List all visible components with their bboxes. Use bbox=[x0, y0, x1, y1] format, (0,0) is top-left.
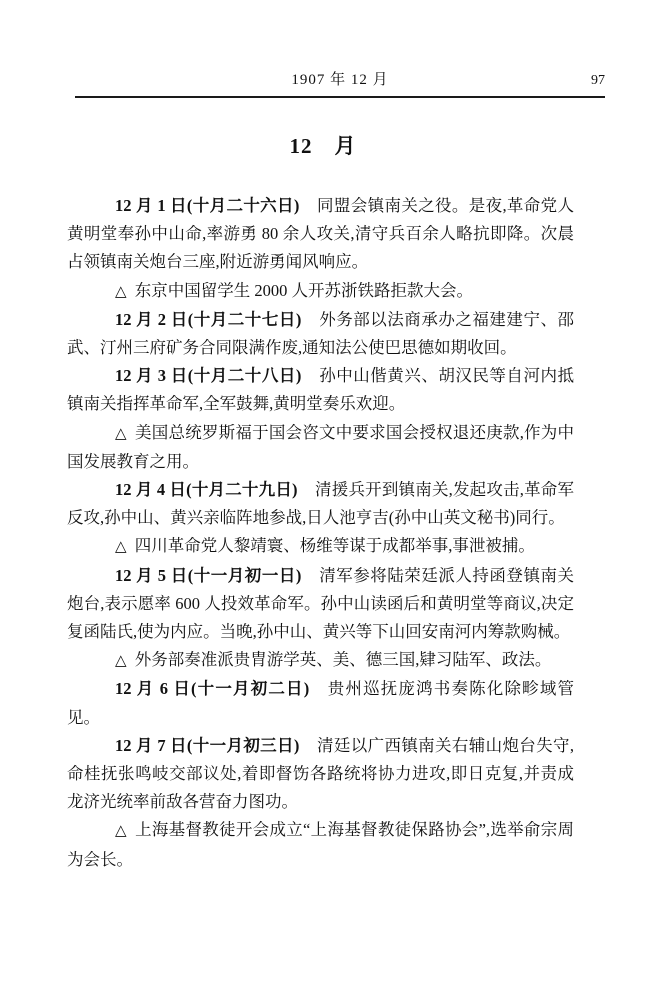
entry-text: 美国总统罗斯福于国会咨文中要求国会授权退还庚款,作为中国发展教育之用。 bbox=[67, 422, 574, 471]
entry-date: 12 月 5 日(十一月初一日) bbox=[115, 565, 302, 585]
chronicle-entries bbox=[67, 192, 574, 874]
entry-text: 上海基督教徒开会成立“上海基督教徒保路协会”,选举俞宗周为会长。 bbox=[67, 820, 574, 869]
entry-text: 清援兵开到镇南关,发起攻击,革命军反攻,孙中山、黄兴亲临阵地参战,日人池亨吉(孙中山英文秘书)同行。 bbox=[67, 480, 575, 528]
entry-paragraph bbox=[67, 646, 574, 675]
entry-paragraph bbox=[67, 192, 574, 277]
entry-text: 四川革命党人黎靖寰、杨维等谋于成都举事,事泄被捕。 bbox=[134, 536, 535, 556]
running-title: 1907 年 12 月 bbox=[291, 72, 389, 88]
entry-text: 外务部奏准派贵胄游学英、美、德三国,肄习陆军、政法。 bbox=[134, 650, 552, 670]
running-header bbox=[75, 72, 605, 98]
triangle-marker-icon: △ bbox=[115, 539, 127, 556]
triangle-marker-icon: △ bbox=[115, 823, 127, 840]
entry-text: 东京中国留学生 2000 人开苏浙铁路拒款大会。 bbox=[134, 280, 474, 300]
triangle-marker-icon: △ bbox=[115, 425, 127, 442]
entry-paragraph bbox=[67, 816, 574, 873]
entry-paragraph bbox=[67, 562, 574, 647]
entry-paragraph bbox=[67, 306, 574, 362]
entry-text: 贵州巡抚庞鸿书奏陈化除畛域管见。 bbox=[67, 679, 575, 727]
entry-paragraph bbox=[67, 476, 574, 532]
entry-paragraph bbox=[67, 532, 574, 561]
triangle-marker-icon: △ bbox=[115, 653, 127, 670]
entry-text: 孙中山偕黄兴、胡汉民等自河内抵镇南关指挥革命军,全军鼓舞,黄明堂奏乐欢迎。 bbox=[67, 366, 575, 414]
entry-date: 12 月 7 日(十一月初三日) bbox=[115, 735, 300, 755]
entry-paragraph bbox=[67, 675, 574, 731]
page-number: 97 bbox=[591, 73, 605, 88]
entry-paragraph bbox=[67, 419, 574, 476]
entry-date: 12 月 1 日(十月二十六日) bbox=[115, 196, 300, 215]
entry-paragraph bbox=[67, 732, 574, 817]
entry-date: 12 月 6 日(十一月初二日) bbox=[115, 679, 310, 699]
triangle-marker-icon: △ bbox=[115, 283, 127, 300]
entry-date: 12 月 3 日(十月二十八日) bbox=[115, 366, 302, 386]
entry-text: 清廷以广西镇南关右辅山炮台失守,命桂抚张鸣岐交部议处,着即督饬各路统将协力进攻,即日克复,并责成龙济光统率前敌各营奋力图功。 bbox=[67, 735, 574, 812]
entry-paragraph bbox=[67, 362, 574, 418]
entry-paragraph bbox=[67, 277, 574, 306]
entry-text: 清军参将陆荣廷派人持函登镇南关炮台,表示愿率 600 人投效革命军。孙中山读函后和黄明堂等商议,决定复函陆氏,使为内应。当晚,孙中山、黄兴等下山回安南河内筹款购械。 bbox=[67, 565, 575, 642]
entry-text: 同盟会镇南关之役。是夜,革命党人黄明堂奉孙中山命,率游勇 80 余人攻关,清守兵百余人略抗即降。次晨占领镇南关炮台三座,附近游勇闻风响应。 bbox=[67, 196, 574, 272]
section-title: 12 月 bbox=[289, 134, 357, 158]
entry-text: 外务部以法商承办之福建建宁、邵武、汀州三府矿务合同限满作废,通知法公使巴思德如期收回。 bbox=[67, 309, 575, 358]
entry-date: 12 月 2 日(十月二十七日) bbox=[115, 309, 302, 329]
entry-date: 12 月 4 日(十月二十九日) bbox=[115, 480, 298, 500]
